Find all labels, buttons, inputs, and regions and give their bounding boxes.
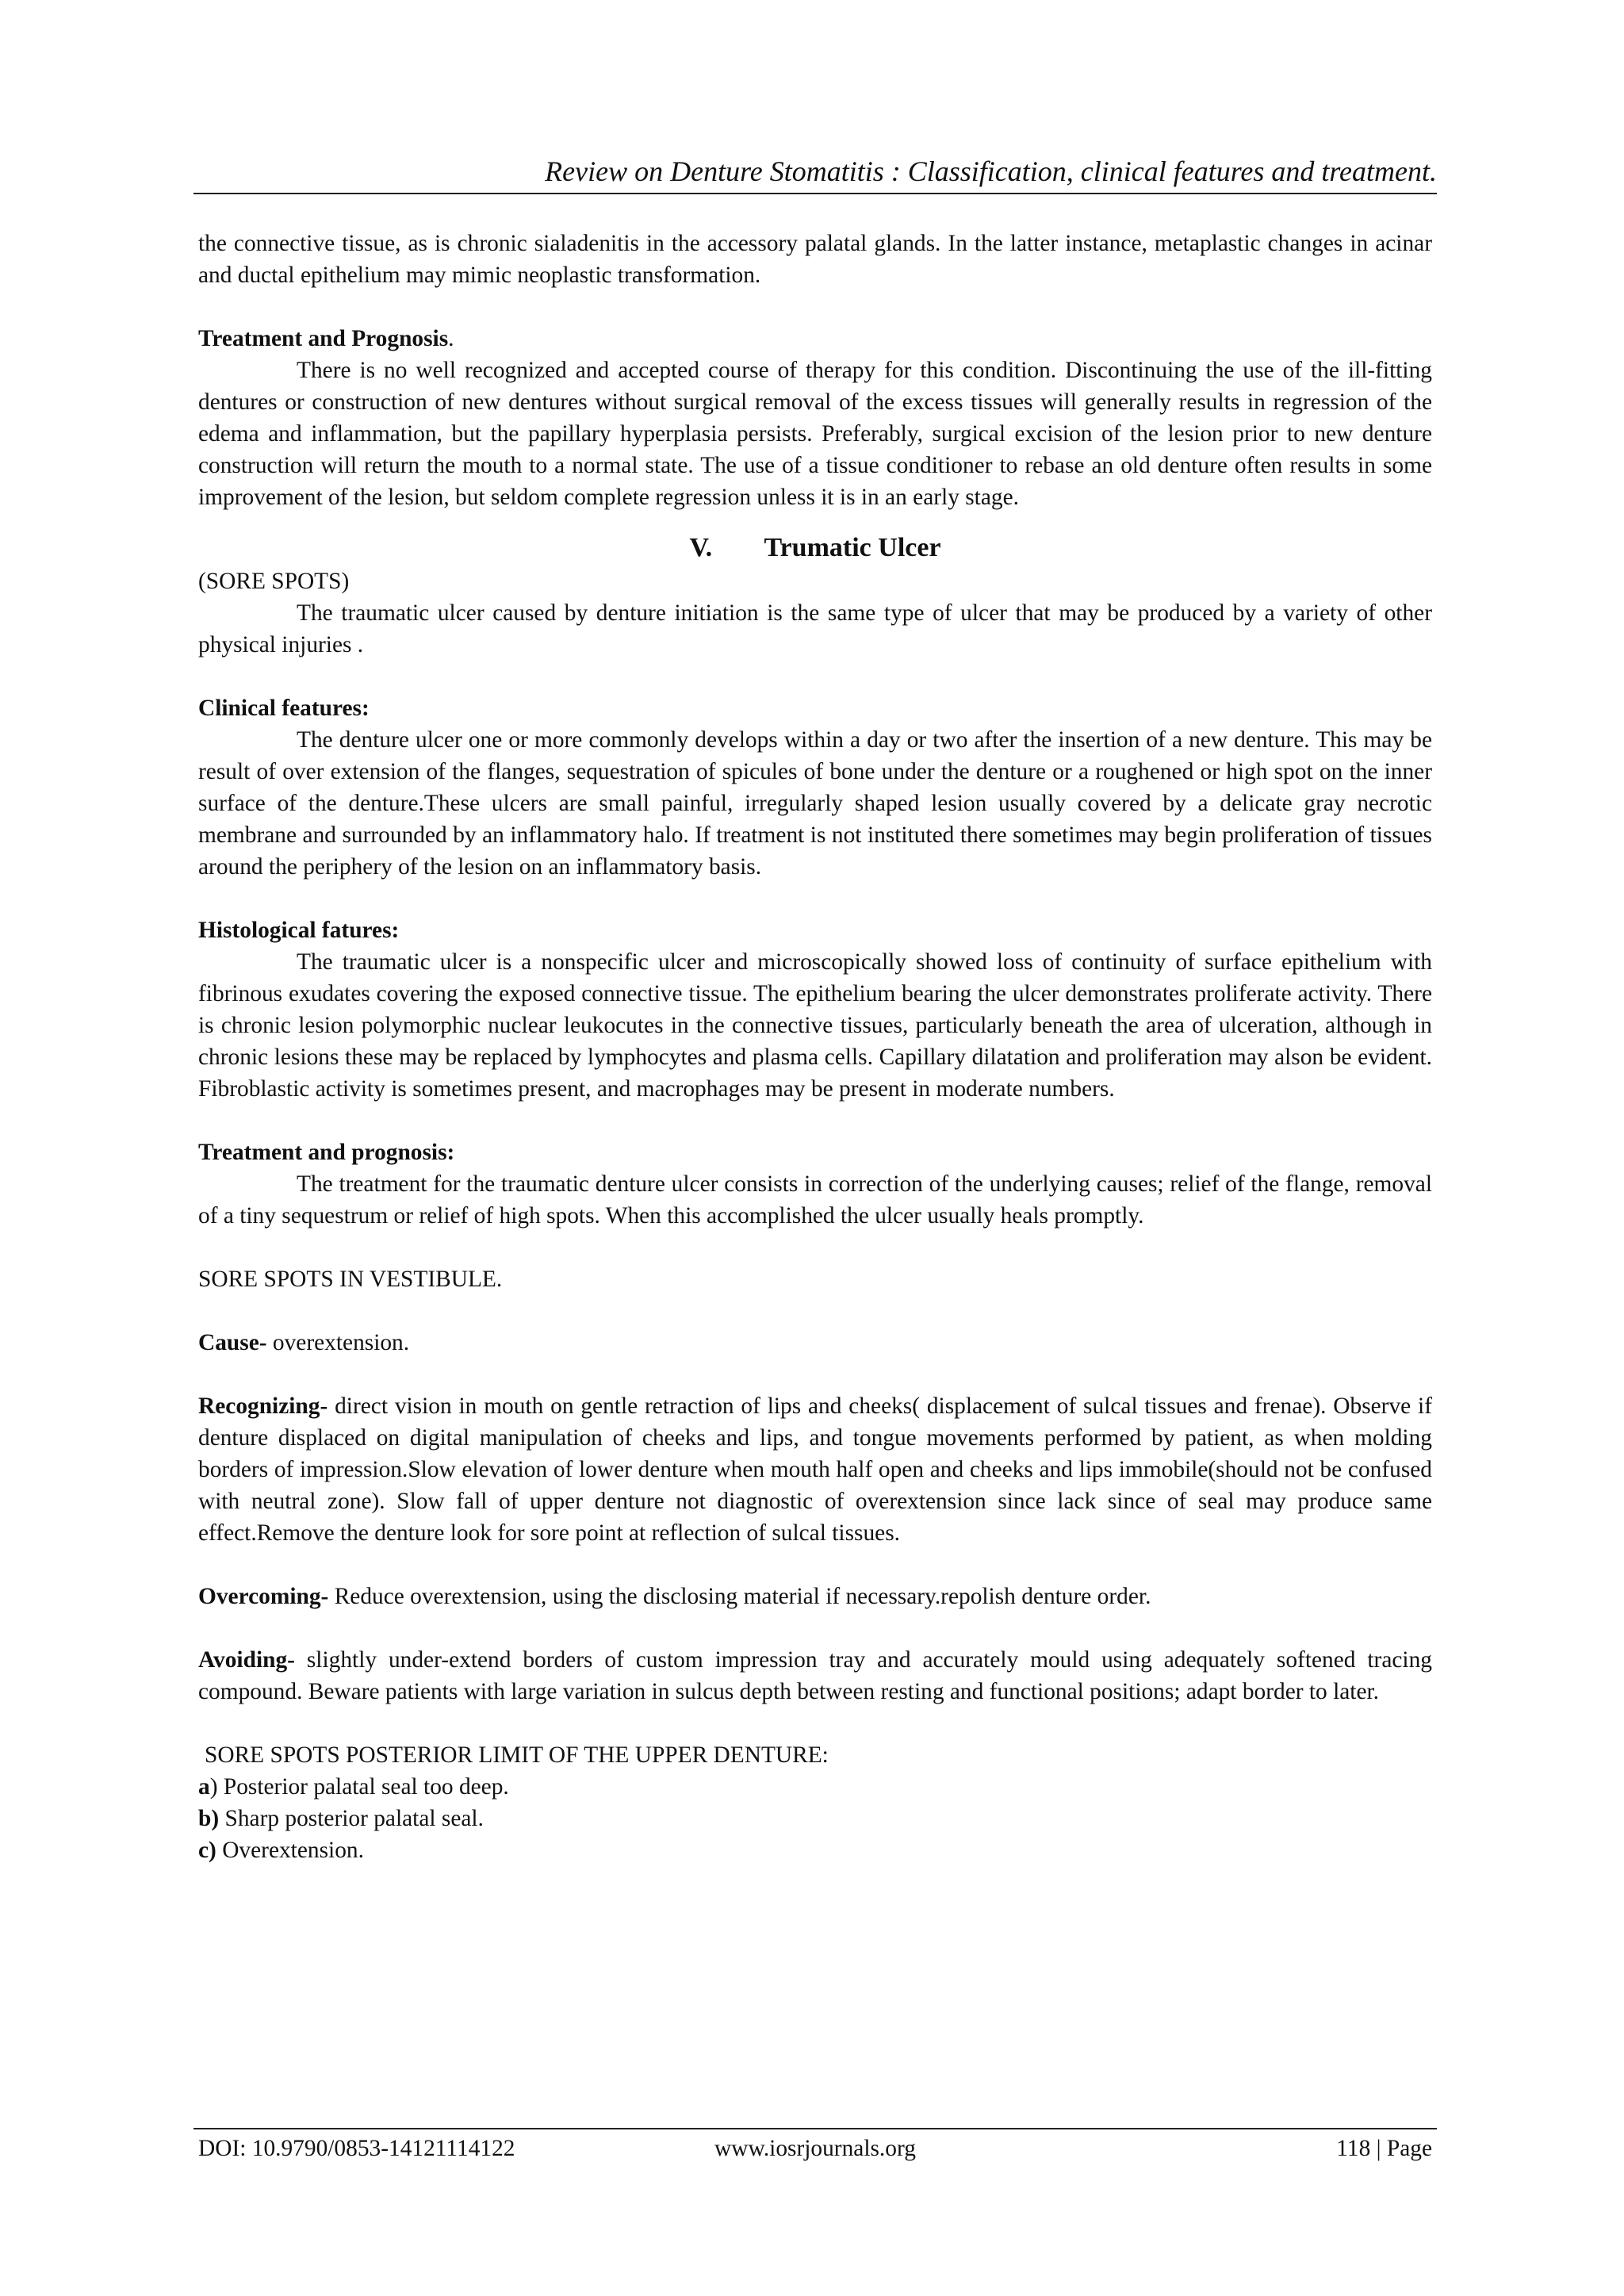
- recognizing-paragraph: [198, 1390, 1432, 1549]
- list-item-text: Overextension.: [216, 1838, 364, 1863]
- article-body: [198, 228, 1432, 1866]
- header-rule: [193, 193, 1437, 194]
- treatment-prognosis-heading: Treatment and Prognosis: [198, 326, 449, 351]
- list-item: [198, 1771, 1432, 1803]
- section-title-text: Trumatic Ulcer: [764, 533, 941, 562]
- treatment-prognosis-heading-line: [198, 323, 1432, 355]
- footer-page-number: 118 | Page: [1336, 2136, 1432, 2161]
- list-item-label: c): [198, 1838, 216, 1863]
- heading-period: .: [448, 326, 454, 351]
- sore-spots-label: (SORE SPOTS): [198, 569, 350, 594]
- treatment-prognosis-2-paragraph: The treatment for the traumatic denture ulcer consists in correction of the underlying causes; relief of the flange, removal of a tiny sequestrum or relief of high spots. When this accomplished the ulcer usually heals promptly.: [198, 1171, 1432, 1228]
- clinical-features-paragraph: The denture ulcer one or more commonly develops within a day or two after the insertion of a new denture. This may be result of over extension of the flanges, sequestration of spicules of bone under the denture or a roughened or high spot on the inner surface of the denture.These ulcers are small painful, irregularly shaped lesion usually covered by a delicate gray necrotic membrane and surrounded by an inflammatory halo. If treatment is not instituted there sometimes may begin proliferation of tissues around the periphery of the lesion on an inflammatory basis.: [198, 727, 1432, 880]
- list-item-close: ): [209, 1774, 218, 1800]
- vestibule-heading: SORE SPOTS IN VESTIBULE.: [198, 1267, 503, 1292]
- intro-paragraph: the connective tissue, as is chronic sialadenitis in the accessory palatal glands. In the latter instance, metaplastic changes in acinar and ductal epithelium may mimic neoplastic transformation.: [198, 231, 1432, 288]
- cause-paragraph: [198, 1327, 1432, 1359]
- histological-features-paragraph: The traumatic ulcer is a nonspecific ulcer and microscopically showed loss of continuity of surface epithelium with fibrinous exudates covering the exposed connective tissue. The epithelium bearing the ulcer demonstrates proliferate activity. There is chronic lesion polymorphic nuclear leukocutes in the connective tissues, particularly beneath the area of ulceration, although in chronic lesions these may be replaced by lymphocytes and plasma cells. Capillary dilatation and proliferation may alson be evident. Fibroblastic activity is sometimes present, and macrophages may be present in moderate numbers.: [198, 949, 1432, 1102]
- list-item: [198, 1803, 1432, 1834]
- recognizing-label: Recognizing-: [198, 1393, 328, 1419]
- footer-website-link[interactable]: www.iosrjournals.org: [714, 2136, 916, 2161]
- list-item-text: Posterior palatal seal too deep.: [217, 1774, 509, 1800]
- cause-label: Cause-: [198, 1330, 267, 1355]
- clinical-features-heading: Clinical features:: [198, 696, 370, 721]
- avoiding-paragraph: [198, 1644, 1432, 1708]
- treatment-prognosis-paragraph: There is no well recognized and accepted course of therapy for this condition. Discontinuing the use of the ill-fitting dentures or construction of new dentures without surgical removal of the excess tissues will generally results in regression of the edema and inflammation, but the papillary hyperplasia persists. Preferably, surgical excision of the lesion prior to new denture construction will return the mouth to a normal state. The use of a tissue conditioner to rebase an old denture often results in some improvement of the lesion, but seldom complete regression unless it is in an early stage.: [198, 358, 1432, 510]
- recognizing-text: direct vision in mouth on gentle retraction of lips and cheeks( displacement of sulcal tissues and frenae). Observe if denture displaced on digital manipulation of cheeks and lips, and tongue movements performed by patient, as when molding borders of impression.Slow elevation of lower denture when mouth half open and cheeks and lips immobile(should not be confused with neutral zone). Slow fall of upper denture not diagnostic of overextension since lack since of seal may produce same effect.Remove the denture look for sore point at reflection of sulcal tissues.: [198, 1393, 1432, 1546]
- overcoming-text: Reduce overextension, using the disclosing material if necessary.repolish denture order.: [328, 1584, 1151, 1609]
- overcoming-paragraph: [198, 1581, 1432, 1612]
- list-item-label: a: [198, 1774, 210, 1800]
- list-item-text: Sharp posterior palatal seal.: [219, 1806, 484, 1831]
- running-header-title: Review on Denture Stomatitis : Classification, clinical features and treatment.: [545, 155, 1437, 187]
- list-item: [198, 1834, 1432, 1866]
- overcoming-label: Overcoming-: [198, 1584, 329, 1609]
- avoiding-label: Avoiding-: [198, 1647, 295, 1673]
- footer-doi: DOI: 10.9790/0853-14121114122: [198, 2136, 515, 2161]
- footer-rule: [193, 2128, 1437, 2129]
- ulcer-intro-paragraph: The traumatic ulcer caused by denture initiation is the same type of ulcer that may be produced by a variety of other physical injuries .: [198, 600, 1432, 657]
- avoiding-text: slightly under-extend borders of custom impression tray and accurately mould using adequately softened tracing compound. Beware patients with large variation in sulcus depth between resting and functional positions; adapt border to later.: [198, 1647, 1432, 1704]
- list-item-label: b): [198, 1806, 220, 1831]
- posterior-limit-heading: SORE SPOTS POSTERIOR LIMIT OF THE UPPER DENTURE:: [205, 1742, 829, 1768]
- histological-features-heading: Histological fatures:: [198, 918, 400, 943]
- cause-text: overextension.: [266, 1330, 410, 1355]
- section-title: [198, 531, 1432, 565]
- section-number: V.: [689, 533, 713, 562]
- treatment-prognosis-2-heading: Treatment and prognosis:: [198, 1140, 455, 1165]
